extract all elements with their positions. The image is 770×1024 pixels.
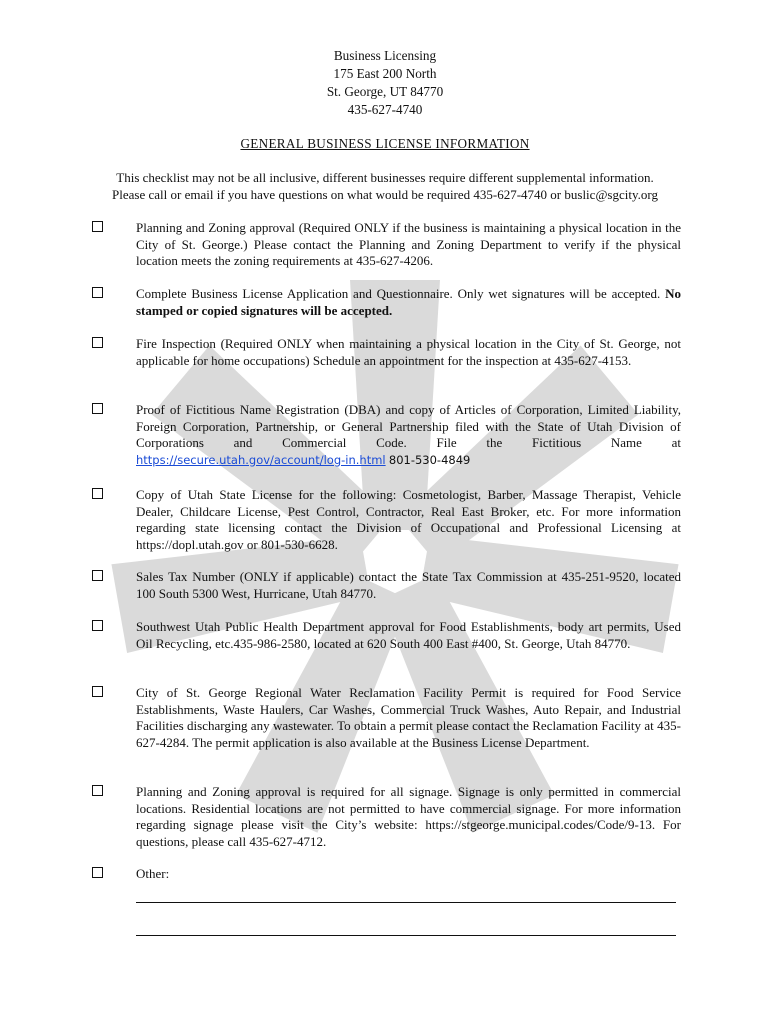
item-text: [136, 866, 681, 936]
checkbox[interactable]: [92, 337, 103, 348]
item-text: City of St. George Regional Water Reclamation Facility Permit is required for Food Service Establishments, Waste Haulers, Car Washes, Commercial Truck Washes, Auto Repair, and Industrial Facilities discharging any wastewater. To obtain a permit please contact the Reclamation Facility at 435-627-4284. The permit application is also available at the Business License Department.: [136, 685, 681, 750]
item-text: Complete Business License Application and Questionnaire. Only wet signatures will be accepted. No stamped or copied signatures will be accepted.: [136, 286, 681, 318]
checkbox[interactable]: [92, 403, 103, 414]
item-text: Sales Tax Number (ONLY if applicable) contact the State Tax Commission at 435-251-9520, located 100 South 5300 West, Hurricane, Utah 84770.: [136, 569, 681, 601]
other-write-in-line[interactable]: [136, 935, 676, 936]
letterhead: [0, 47, 770, 119]
utah-login-link[interactable]: https://secure.utah.gov/account/log-in.html: [136, 452, 386, 467]
item-text: Planning and Zoning approval is required for all signage. Signage is only permitted in commercial locations. Residential locations are not permitted to have commercial signage. For more information regarding signage please visit the City’s website: https://stgeorge.municipal.codes/Code/9-13. For questions, please call 435-627-4712.: [136, 784, 681, 849]
checkbox[interactable]: [92, 488, 103, 499]
bold-notice: No stamped or copied signatures will be accepted.: [136, 286, 681, 318]
checkbox[interactable]: [92, 570, 103, 581]
checkbox[interactable]: [92, 221, 103, 232]
checkbox[interactable]: [92, 686, 103, 697]
item-text: Southwest Utah Public Health Department approval for Food Establishments, body art permits, Used Oil Recycling, etc.435-986-2580, located at 620 South 400 East #400, St. George, Utah 84770.: [136, 619, 681, 651]
item-text: Copy of Utah State License for the following: Cosmetologist, Barber, Massage Therapist, Vehicle Dealer, Childcare License, Pest Control, Contractor, Real East Broker, etc. For more information regarding state licensing contact the Division of Occupational and Professional Licensing at https://dopl.utah.gov or 801-530-6628.: [136, 487, 681, 552]
street-address: 175 East 200 North: [333, 66, 437, 81]
city-address: St. George, UT 84770: [326, 84, 444, 99]
other-write-in-line[interactable]: [136, 902, 676, 903]
item-text: Planning and Zoning approval (Required ONLY if the business is maintaining a physical location in the City of St. George.) Please contact the Planning and Zoning Department to verify if the physical location meets the zoning requirements at 435-627-4206.: [136, 220, 681, 268]
checkbox[interactable]: [92, 785, 103, 796]
section-title: GENERAL BUSINESS LICENSE INFORMATION: [240, 136, 530, 151]
intro-text: This checklist may not be all inclusive, different businesses require different supplemental information. Please call or email if you have questions on what would be required 435-627-4740 or buslic@sgcity.org: [112, 170, 658, 202]
phone-number: 801-530-4849: [388, 452, 471, 467]
item-text: Proof of Fictitious Name Registration (DBA) and copy of Articles of Corporation, Limited Liability, Foreign Corporation, Partnership, or General Partnership filed with the State of Utah Division of Corporations and Commercial Code. File the Fictitious Name at https://secure.utah.gov/account/log-in.html 801-530-4849: [136, 402, 681, 467]
item-text: Fire Inspection (Required ONLY when maintaining a physical location in the City of St. George, not applicable for home occupations) Schedule an appointment for the inspection at 435-627-4153.: [136, 336, 681, 368]
other-label: Other:: [136, 866, 170, 881]
checkbox[interactable]: [92, 620, 103, 631]
checkbox[interactable]: [92, 867, 103, 878]
org-name: Business Licensing: [333, 48, 437, 63]
checkbox[interactable]: [92, 287, 103, 298]
org-phone: 435-627-4740: [347, 102, 423, 117]
